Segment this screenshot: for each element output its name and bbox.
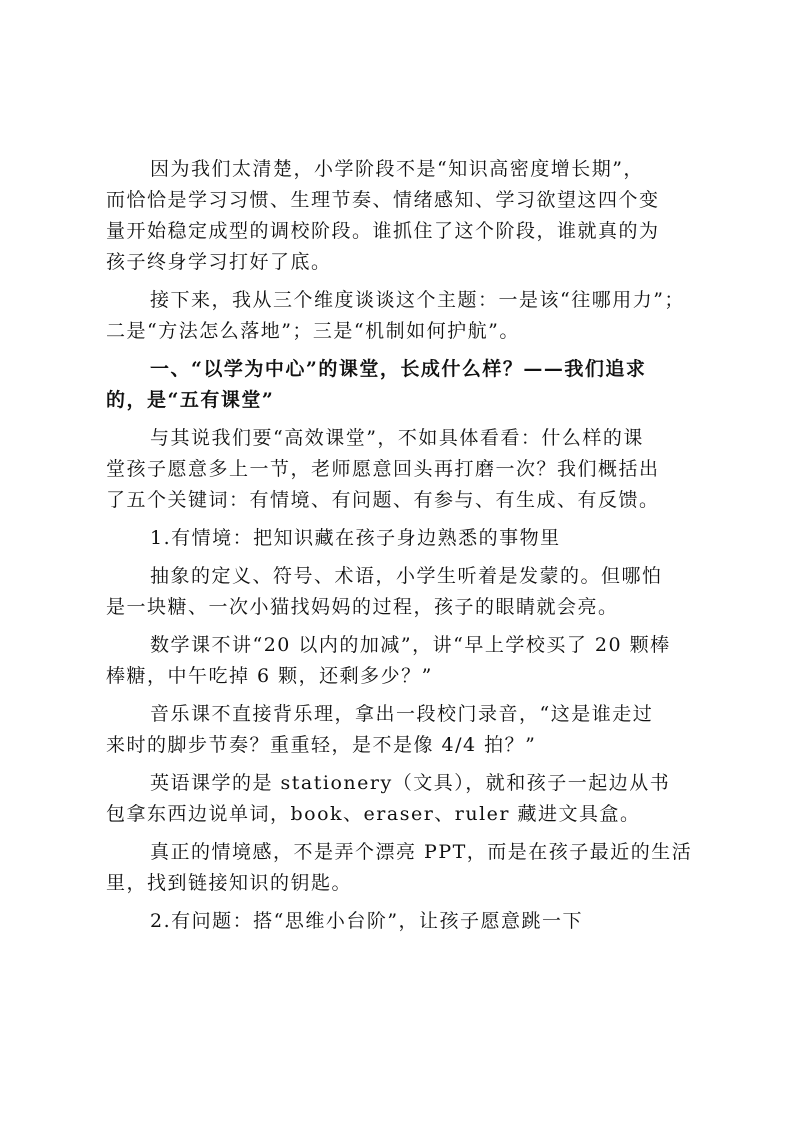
text-line: 了五个关键词：有情境、有问题、有参与、有生成、有反馈。	[106, 489, 660, 511]
text-line: 音乐课不直接背乐理，拿出一段校门录音，“这是谁走过	[150, 703, 654, 725]
text-line: 堂孩子愿意多上一节，老师愿意回头再打磨一次？我们概括出	[106, 458, 660, 480]
paragraph-abstract	[106, 561, 693, 623]
text-line: 里，找到链接知识的钥匙。	[106, 872, 353, 894]
paragraph-intro	[106, 154, 693, 278]
text-line: 抽象的定义、符号、术语，小学生听着是发蒙的。但哪怕	[150, 565, 663, 587]
section-heading-1	[106, 354, 693, 416]
text-line: 数学课不讲“20 以内的加减”，讲“早上学校买了 20 颗棒	[150, 634, 671, 656]
text-line: 孩子终身学习打好了底。	[106, 251, 332, 273]
subheading-situation	[106, 523, 693, 554]
heading-line: 一、“以学为中心”的课堂，长成什么样？——我们追求	[150, 358, 647, 380]
paragraph-english-example	[106, 768, 693, 830]
subheading-question	[106, 906, 693, 937]
text-line: 接下来，我从三个维度谈谈这个主题：一是该“往哪用力”；	[150, 289, 685, 311]
text-line: 因为我们太清楚，小学阶段不是“知识高密度增长期”，	[150, 158, 644, 180]
text-line: 量开始稳定成型的调校阶段。谁抓住了这个阶段，谁就真的为	[106, 220, 660, 242]
text-line: 英语课学的是 stationery（文具），就和孩子一起边从书	[150, 772, 671, 794]
text-line: 包拿东西边说单词，book、eraser、ruler 藏进文具盒。	[106, 803, 641, 825]
paragraph-outline	[106, 285, 693, 347]
text-line: 二是“方法怎么落地”；三是“机制如何护航”。	[106, 320, 520, 342]
text-line: 与其说我们要“高效课堂”，不如具体看看：什么样的课	[150, 427, 644, 449]
paragraph-math-example	[106, 630, 693, 692]
text-line: 而恰恰是学习习惯、生理节奏、情绪感知、学习欲望这四个变	[106, 189, 660, 211]
text-line: 棒糖，中午吃掉 6 颗，还剩多少？”	[106, 665, 433, 687]
text-line: 真正的情境感，不是弄个漂亮 PPT，而是在孩子最近的生活	[150, 841, 693, 863]
paragraph-music-example	[106, 699, 693, 761]
heading-line: 的，是“五有课堂”	[106, 389, 275, 411]
subheading-line: 1.有情境：把知识藏在孩子身边熟悉的事物里	[150, 527, 561, 549]
text-line: 是一块糖、一次小猫找妈妈的过程，孩子的眼睛就会亮。	[106, 596, 619, 618]
subheading-line: 2.有问题：搭“思维小台阶”，让孩子愿意跳一下	[150, 910, 584, 932]
paragraph-real-context	[106, 837, 693, 899]
text-line: 来时的脚步节奏？重重轻，是不是像 4/4 拍？”	[106, 734, 537, 756]
paragraph-five-keywords	[106, 423, 693, 516]
